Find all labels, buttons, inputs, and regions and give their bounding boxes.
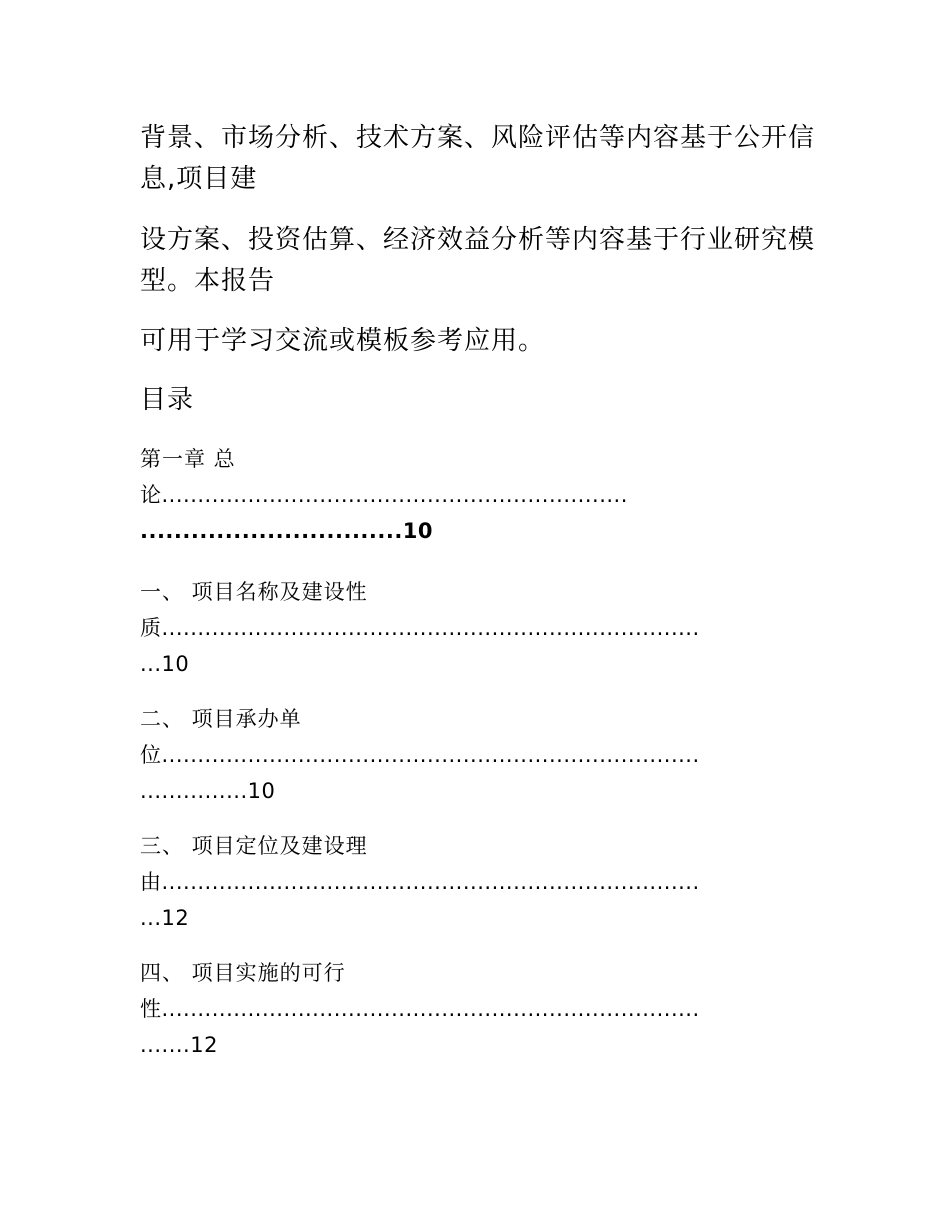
- toc-entry-section-4[interactable]: [140, 955, 810, 1063]
- toc-entry-heading: 一、 项目名称及建设性: [140, 580, 368, 604]
- toc-entry-section-3[interactable]: [140, 828, 810, 936]
- toc-entry-leader: 位...........................................................................: [140, 743, 700, 767]
- toc-entry-section-1[interactable]: [140, 574, 810, 682]
- toc-title: 目录: [140, 385, 195, 415]
- toc-entry-leader: 论.................................................................: [140, 483, 628, 507]
- toc-entry-page: ...12: [140, 906, 190, 930]
- intro-paragraph-2: 设方案、投资估算、经济效益分析等内容基于行业研究模型。本报告: [140, 225, 816, 296]
- toc-entry-heading: 第一章 总: [140, 447, 236, 471]
- toc-entry-page: ...10: [140, 652, 190, 676]
- toc-entry-heading: 三、 项目定位及建设理: [140, 834, 368, 858]
- toc-entry-page: ...............................10: [140, 519, 434, 543]
- toc-entry-chapter-1[interactable]: [140, 441, 810, 549]
- toc-entry-leader: 性...........................................................................: [140, 997, 700, 1021]
- intro-paragraph-3: 可用于学习交流或模板参考应用。: [140, 326, 546, 356]
- toc-entry-page: .......12: [140, 1033, 218, 1057]
- toc-entry-heading: 四、 项目实施的可行: [140, 961, 346, 985]
- intro-paragraph-1: 背景、市场分析、技术方案、风险评估等内容基于公开信息,项目建: [140, 123, 816, 194]
- toc-entry-heading: 二、 项目承办单: [140, 707, 302, 731]
- toc-entry-leader: 由...........................................................................: [140, 870, 700, 894]
- toc-entry-page: ...............10: [140, 779, 276, 803]
- toc-entry-leader: 质...........................................................................: [140, 616, 700, 640]
- toc-entry-section-2[interactable]: [140, 701, 810, 809]
